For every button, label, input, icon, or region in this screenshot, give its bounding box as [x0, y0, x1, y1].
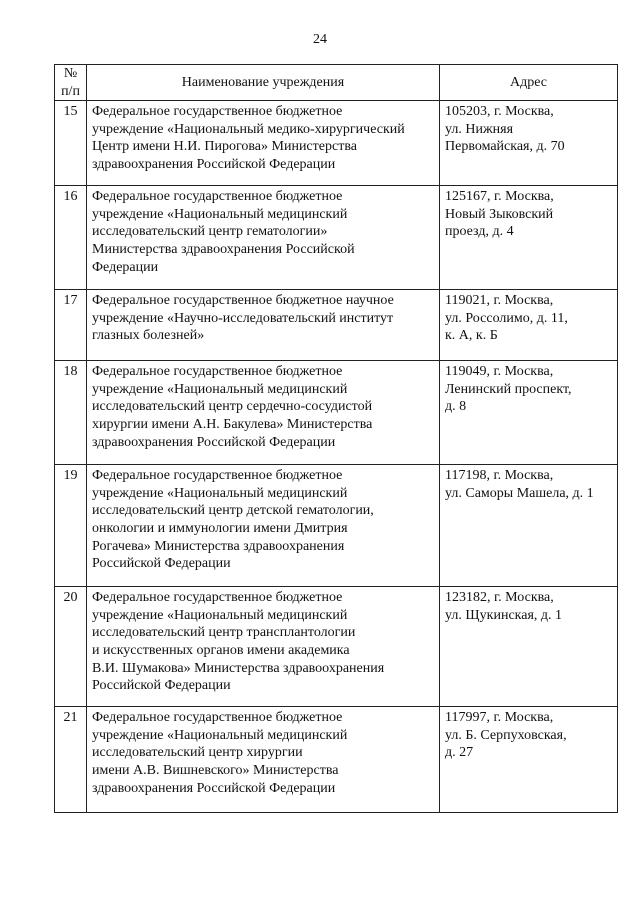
name-line: Федерации — [92, 259, 159, 275]
row-number: 19 — [55, 465, 87, 587]
institution-address — [440, 361, 618, 465]
institution-name — [87, 290, 440, 361]
header-institution-name: Наименование учреждения — [87, 65, 440, 101]
address-line: 117198, г. Москва, — [445, 468, 554, 484]
name-line: Федеральное государственное бюджетное — [92, 104, 343, 120]
row-number: 21 — [55, 707, 87, 813]
institution-name — [87, 465, 440, 587]
row-number: 18 — [55, 361, 87, 465]
institution-address — [440, 587, 618, 707]
name-line: Центр имени Н.И. Пирогова» Министерства — [92, 139, 357, 155]
address-line: ул. Щукинская, д. 1 — [445, 607, 563, 623]
name-line: Министерства здравоохранения Российской — [92, 241, 355, 257]
name-line: Федеральное государственное бюджетное — [92, 189, 343, 205]
header-address: Адрес — [440, 65, 618, 101]
institution-name — [87, 587, 440, 707]
name-line: исследовательский центр хирургии — [92, 745, 303, 761]
name-line: учреждение «Национальный медико-хирургический — [92, 121, 405, 137]
address-line: д. 27 — [445, 745, 474, 761]
name-line: учреждение «Национальный медицинский — [92, 727, 348, 743]
name-line: здравоохранения Российской Федерации — [92, 434, 336, 450]
address-line: 119021, г. Москва, — [445, 293, 554, 309]
name-line: учреждение «Национальный медицинский — [92, 381, 348, 397]
address-line: ул. Б. Серпуховская, — [445, 727, 567, 743]
name-line: учреждение «Национальный медицинский — [92, 485, 348, 501]
institution-address — [440, 186, 618, 290]
institution-name — [87, 101, 440, 186]
name-line: учреждение «Научно-исследовательский институт — [92, 310, 394, 326]
name-line: имени А.В. Вишневского» Министерства — [92, 762, 339, 778]
name-line: хирургии имени А.Н. Бакулева» Министерства — [92, 416, 373, 432]
header-number — [55, 65, 87, 101]
address-line: проезд, д. 4 — [445, 224, 514, 240]
header-number-symbol: № — [63, 66, 78, 81]
name-line: Российской Федерации — [92, 678, 231, 694]
name-line: Федеральное государственное бюджетное — [92, 710, 343, 726]
name-line: Федеральное государственное бюджетное — [92, 364, 343, 380]
name-line: В.И. Шумакова» Министерства здравоохранения — [92, 660, 385, 676]
name-line: и искусственных органов имени академика — [92, 642, 350, 658]
name-line: исследовательский центр гематологии» — [92, 224, 328, 240]
name-line: онкологии и иммунологии имени Дмитрия — [92, 520, 348, 536]
header-number-abbr: п/п — [61, 83, 80, 99]
row-number: 17 — [55, 290, 87, 361]
name-line: Федеральное государственное бюджетное — [92, 468, 343, 484]
table-row — [55, 587, 618, 707]
address-line: ул. Нижняя — [445, 121, 514, 137]
institution-address — [440, 707, 618, 813]
address-line: 119049, г. Москва, — [445, 364, 554, 380]
address-line: ул. Саморы Машела, д. 1 — [445, 485, 594, 501]
table-row — [55, 465, 618, 587]
table-row — [55, 707, 618, 813]
address-line: к. А, к. Б — [445, 328, 498, 344]
address-line: 125167, г. Москва, — [445, 189, 554, 205]
row-number: 20 — [55, 587, 87, 707]
row-number: 16 — [55, 186, 87, 290]
name-line: исследовательский центр детской гематологии, — [92, 503, 374, 519]
name-line: глазных болезней» — [92, 328, 205, 344]
name-line: Федеральное государственное бюджетное — [92, 590, 343, 606]
table-row — [55, 361, 618, 465]
institution-name — [87, 707, 440, 813]
address-line: Ленинский проспект, — [445, 381, 572, 397]
name-line: учреждение «Национальный медицинский — [92, 607, 348, 623]
institutions-table — [54, 64, 618, 813]
institution-address — [440, 290, 618, 361]
name-line: Федеральное государственное бюджетное научное — [92, 293, 394, 309]
page-number: 24 — [313, 32, 327, 47]
row-number: 15 — [55, 101, 87, 186]
address-line: Новый Зыковский — [445, 206, 554, 222]
address-line: ул. Россолимо, д. 11, — [445, 310, 568, 326]
address-line: д. 8 — [445, 399, 467, 415]
name-line: Российской Федерации — [92, 556, 231, 572]
table-row — [55, 290, 618, 361]
name-line: учреждение «Национальный медицинский — [92, 206, 348, 222]
address-line: 123182, г. Москва, — [445, 590, 554, 606]
address-line: Первомайская, д. 70 — [445, 139, 565, 155]
name-line: здравоохранения Российской Федерации — [92, 780, 336, 796]
institution-address — [440, 465, 618, 587]
institution-name — [87, 186, 440, 290]
address-line: 105203, г. Москва, — [445, 104, 554, 120]
institution-name — [87, 361, 440, 465]
institution-address — [440, 101, 618, 186]
name-line: Рогачева» Министерства здравоохранения — [92, 538, 345, 554]
table-header-row — [55, 65, 618, 101]
table-row — [55, 186, 618, 290]
table-row — [55, 101, 618, 186]
name-line: исследовательский центр сердечно-сосудистой — [92, 399, 373, 415]
address-line: 117997, г. Москва, — [445, 710, 554, 726]
name-line: исследовательский центр трансплантологии — [92, 625, 356, 641]
name-line: здравоохранения Российской Федерации — [92, 156, 336, 172]
